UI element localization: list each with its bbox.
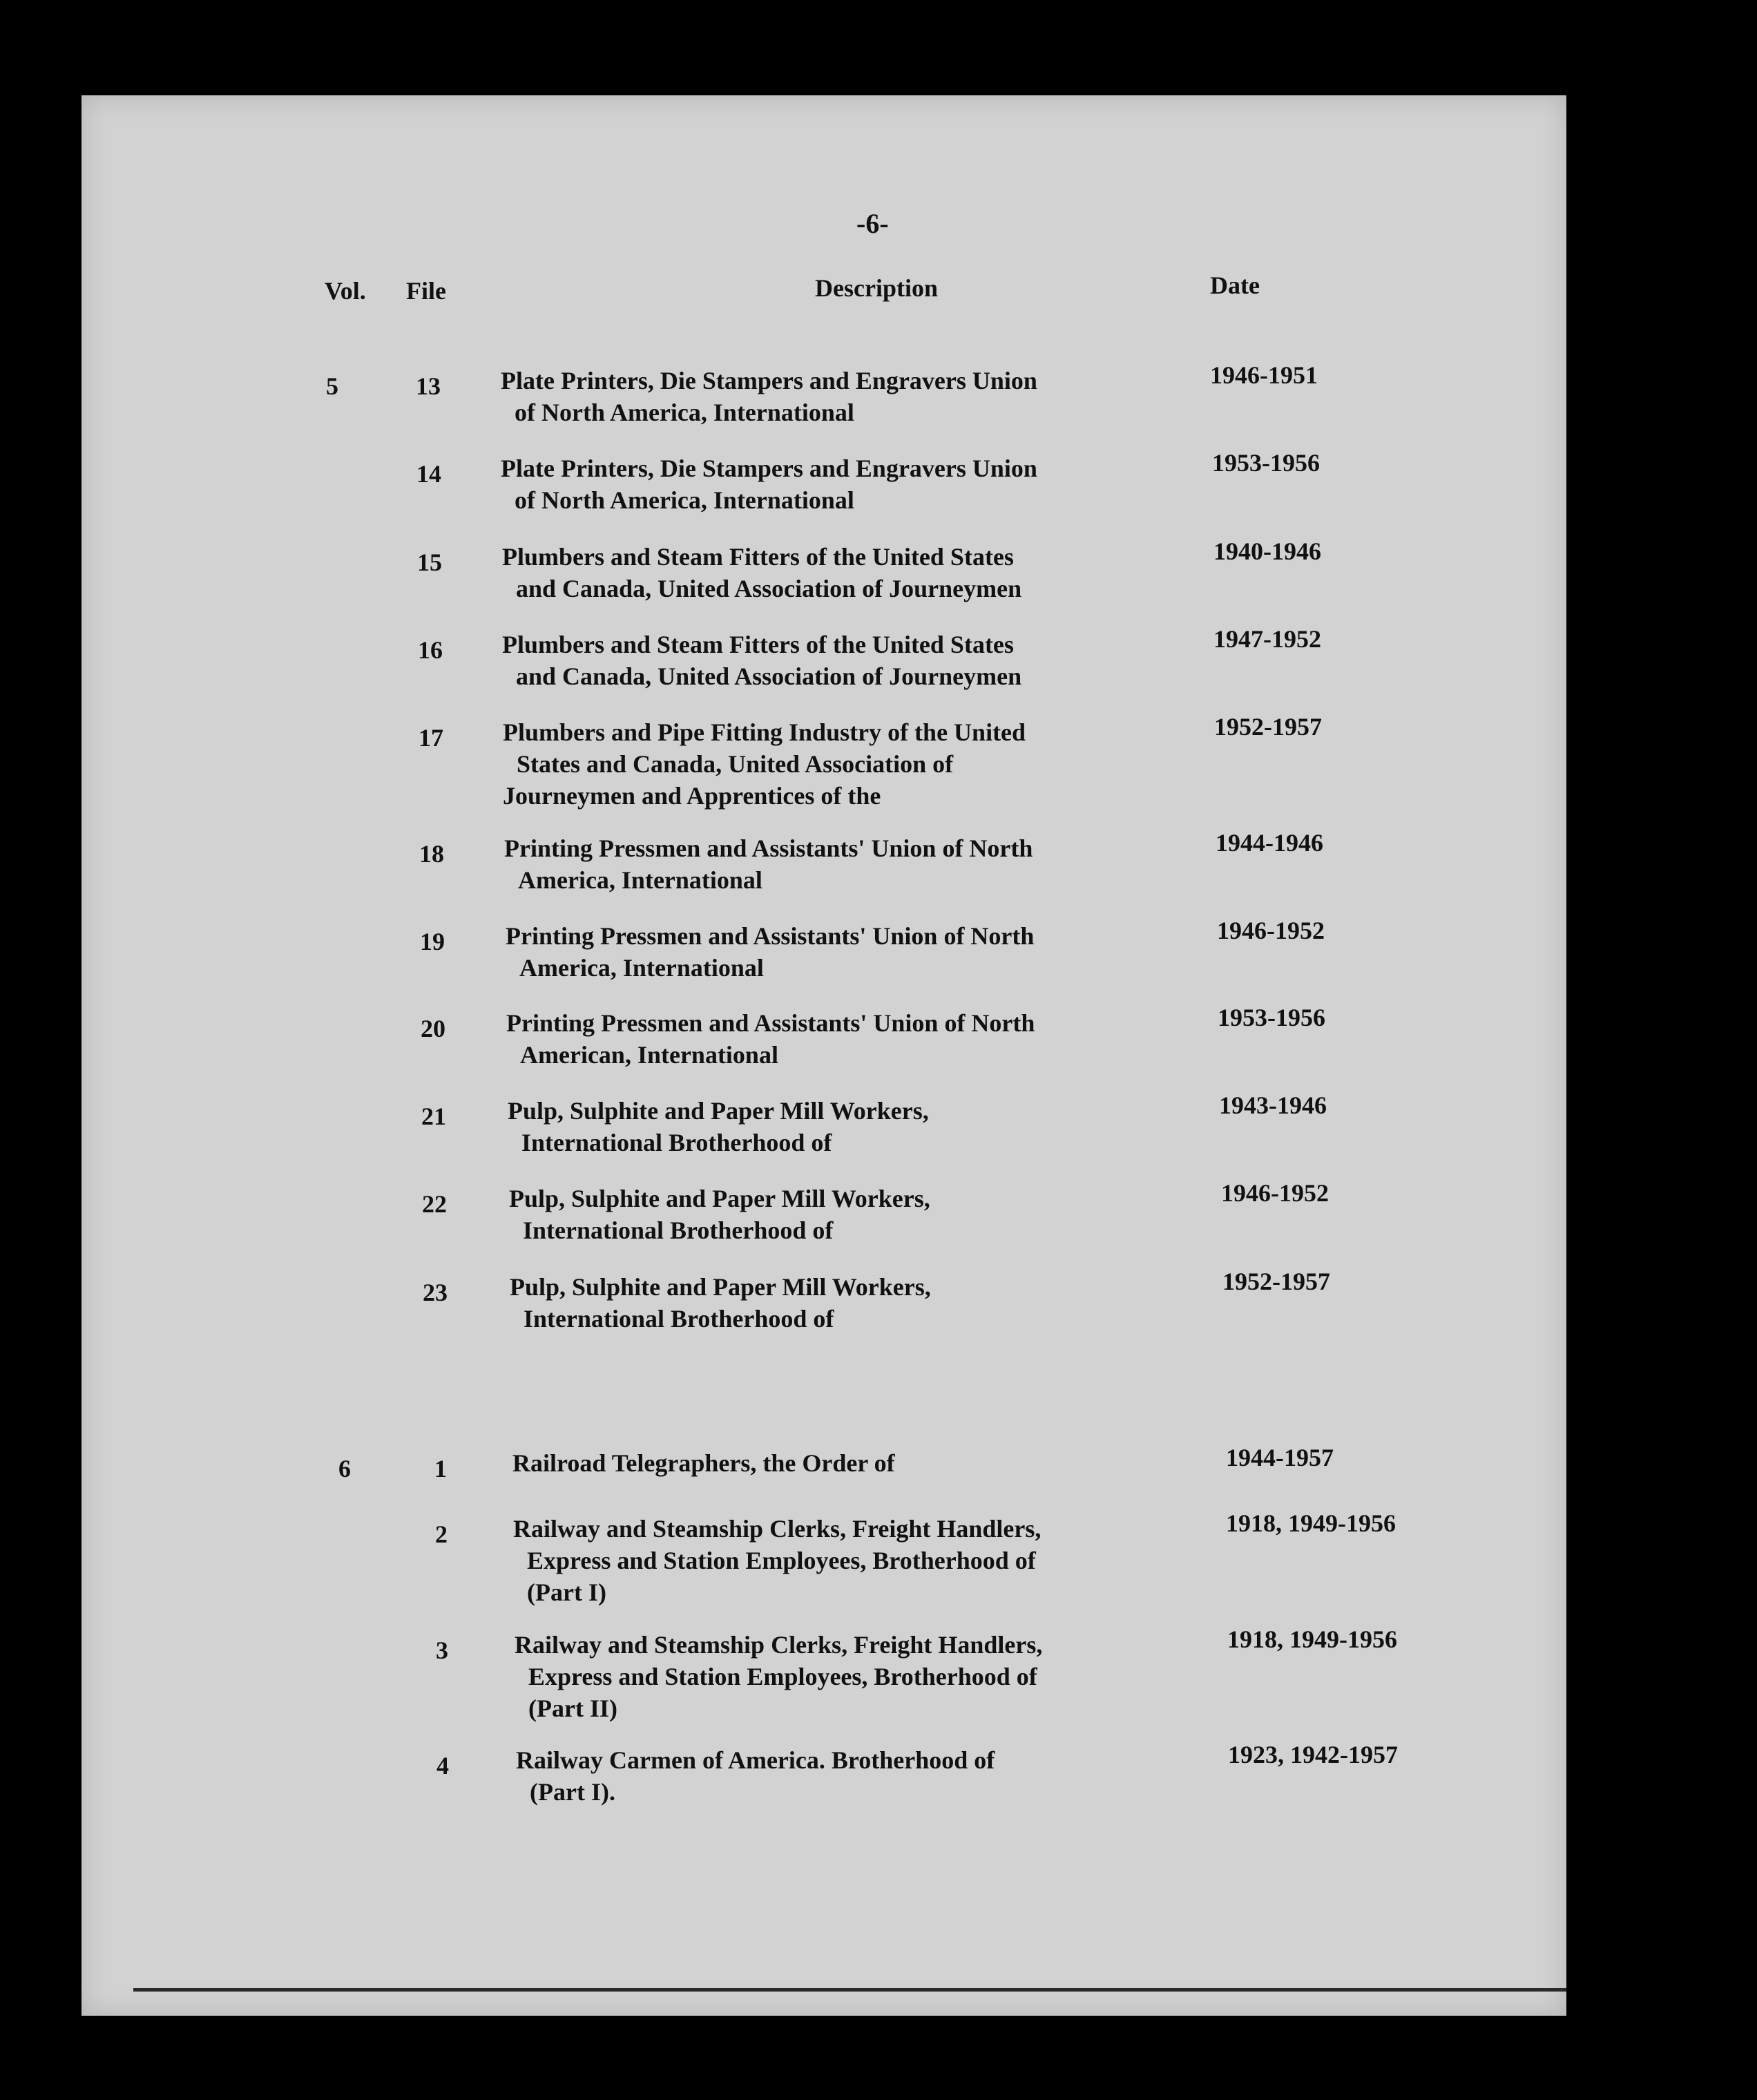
description-line: Pulp, Sulphite and Paper Mill Workers, (510, 1273, 931, 1301)
row-file: 1 (434, 1455, 447, 1482)
punch-hole-middle (1468, 1005, 1533, 1081)
description-line: Plate Printers, Die Stampers and Engravers Union (501, 455, 1037, 482)
description-line: Express and Station Employees, Brotherhood of (528, 1663, 1037, 1690)
description-line: (Part II) (528, 1695, 617, 1722)
description-line: and Canada, United Association of Journeymen (516, 575, 1022, 602)
row-file: 2 (435, 1520, 448, 1548)
row-description (506, 1007, 1142, 1071)
row-file: 20 (421, 1015, 445, 1042)
description-line: States and Canada, United Association of (517, 750, 954, 778)
description-line: of North America, International (515, 486, 854, 514)
row-description (510, 1271, 1145, 1335)
description-line: Railway Carmen of America. Brotherhood of (516, 1746, 995, 1774)
description-line: Journeymen and Apprentices of the (503, 782, 881, 810)
row-vol: 6 (338, 1455, 351, 1482)
description-line: Railway and Steamship Clerks, Freight Handlers, (515, 1631, 1043, 1659)
description-line: Pulp, Sulphite and Paper Mill Workers, (509, 1185, 930, 1212)
row-date: 1947-1952 (1213, 625, 1321, 653)
row-file: 19 (420, 928, 445, 955)
row-description (504, 832, 1140, 896)
description-line: Plumbers and Steam Fitters of the United States (502, 543, 1014, 571)
row-date: 1946-1952 (1217, 917, 1325, 944)
row-description (502, 629, 1137, 692)
row-description (516, 1744, 1151, 1808)
description-line: Plate Printers, Die Stampers and Engravers Union (501, 367, 1037, 394)
header-file: File (406, 277, 446, 305)
row-description (501, 452, 1136, 516)
row-date: 1940-1946 (1213, 537, 1321, 565)
row-description (502, 541, 1137, 604)
header-date: Date (1210, 271, 1260, 299)
description-line: Printing Pressmen and Assistants' Union of North (506, 922, 1035, 950)
row-file: 4 (436, 1752, 449, 1779)
row-file: 16 (418, 636, 443, 664)
description-line: Printing Pressmen and Assistants' Union of North (504, 834, 1033, 862)
description-line: Plumbers and Steam Fitters of the United States (502, 631, 1014, 658)
description-line: International Brotherhood of (524, 1305, 834, 1333)
description-line: International Brotherhood of (521, 1129, 832, 1156)
row-date: 1943-1946 (1219, 1091, 1327, 1119)
description-line: American, International (520, 1041, 778, 1069)
description-line: America, International (518, 866, 762, 894)
row-date: 1953-1956 (1212, 449, 1320, 477)
row-description (501, 365, 1136, 428)
punch-hole-top (1461, 266, 1526, 342)
description-line: Railway and Steamship Clerks, Freight Handlers, (513, 1515, 1041, 1543)
row-file: 23 (423, 1279, 448, 1306)
row-file: 13 (416, 372, 441, 400)
row-file: 18 (419, 840, 444, 868)
row-description (513, 1513, 1149, 1608)
row-date: 1952-1957 (1222, 1268, 1330, 1295)
description-line: America, International (519, 954, 764, 982)
row-date: 1923, 1942-1957 (1228, 1741, 1398, 1768)
header-vol: Vol. (325, 277, 366, 305)
description-line: Plumbers and Pipe Fitting Industry of the United (503, 718, 1026, 746)
header-description: Description (815, 274, 938, 302)
row-date: 1918, 1949-1956 (1226, 1509, 1396, 1537)
row-date: 1918, 1949-1956 (1227, 1625, 1397, 1653)
row-description (503, 716, 1138, 812)
row-description (508, 1095, 1143, 1158)
description-line: and Canada, United Association of Journeymen (516, 662, 1022, 690)
row-date: 1953-1956 (1218, 1004, 1325, 1031)
row-description (506, 920, 1141, 984)
row-date: 1952-1957 (1214, 713, 1322, 741)
row-date: 1944-1957 (1226, 1444, 1334, 1471)
row-file: 3 (436, 1636, 448, 1664)
row-date: 1946-1951 (1210, 361, 1318, 389)
row-file: 15 (417, 548, 442, 576)
description-line: of North America, International (515, 399, 854, 426)
row-vol: 5 (326, 372, 338, 400)
description-line: Express and Station Employees, Brotherhood of (527, 1547, 1036, 1574)
row-file: 21 (421, 1102, 446, 1130)
row-description (512, 1447, 1148, 1479)
row-file: 14 (416, 460, 441, 488)
row-description (515, 1629, 1150, 1724)
row-date: 1944-1946 (1216, 829, 1323, 857)
bottom-rule (133, 1988, 1566, 1992)
description-line: (Part I). (530, 1778, 615, 1806)
row-file: 22 (422, 1190, 447, 1218)
description-line: Pulp, Sulphite and Paper Mill Workers, (508, 1097, 929, 1125)
description-line: Railroad Telegraphers, the Order of (512, 1449, 895, 1477)
punch-hole-bottom (1468, 1758, 1533, 1834)
row-file: 17 (419, 724, 443, 752)
row-description (509, 1183, 1144, 1246)
description-line: International Brotherhood of (523, 1216, 834, 1244)
description-line: (Part I) (527, 1578, 606, 1606)
row-date: 1946-1952 (1221, 1179, 1329, 1207)
description-line: Printing Pressmen and Assistants' Union of North (506, 1009, 1035, 1037)
page-number: -6- (856, 208, 889, 239)
